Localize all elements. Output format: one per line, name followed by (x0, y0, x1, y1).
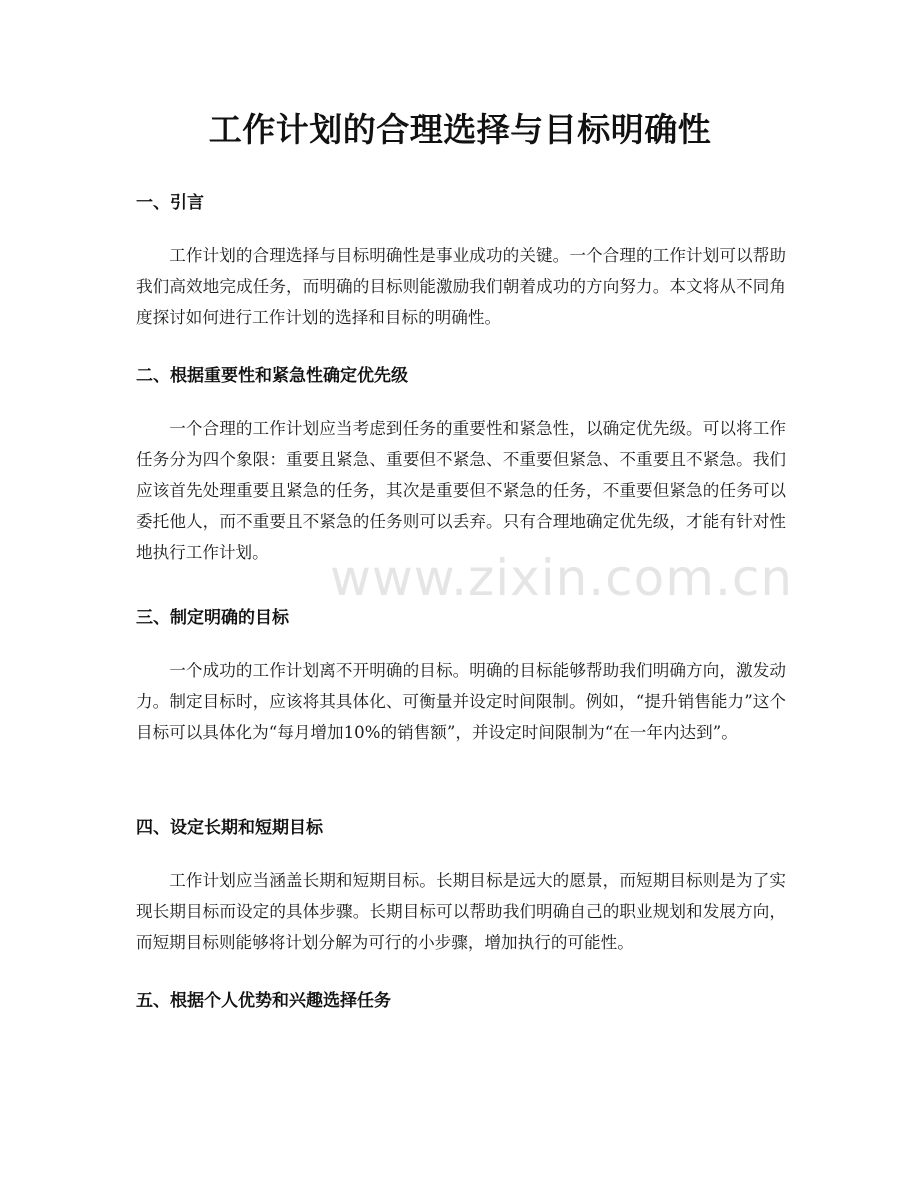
section-heading: 二、根据重要性和紧急性确定优先级 (136, 366, 408, 386)
section-paragraph: 工作计划应当涵盖长期和短期目标。长期目标是远大的愿景，而短期目标则是为了实现长期目标而设定的具体步骤。长期目标可以帮助我们明确自己的职业规划和发展方向，而短期目标则能够将计划分解为可行的小步骤，增加执行的可能性。 (136, 871, 786, 952)
section-introduction (136, 190, 786, 333)
section-strengths-interests (136, 988, 786, 1014)
section-heading: 三、制定明确的目标 (136, 608, 289, 628)
section-heading: 四、设定长期和短期目标 (136, 818, 323, 838)
document-title: 工作计划的合理选择与目标明确性 (208, 110, 712, 149)
section-clear-goals (136, 605, 786, 748)
section-heading: 五、根据个人优势和兴趣选择任务 (136, 991, 391, 1011)
section-paragraph: 一个合理的工作计划应当考虑到任务的重要性和紧急性，以确定优先级。可以将工作任务分为四个象限：重要且紧急、重要但不紧急、不重要但紧急、不重要且不紧急。我们应该首先处理重要且紧急的任务，其次是重要但不紧急的任务，不重要但紧急的任务可以委托他人，而不重要且不紧急的任务则可以丢弃。只有合理地确定优先级，才能有针对性地执行工作计划。 (136, 419, 786, 562)
section-long-short-goals (136, 815, 786, 958)
section-priority (136, 363, 786, 568)
watermark-text: www.zixin.com.cn (330, 549, 794, 607)
section-paragraph: 一个成功的工作计划离不开明确的目标。明确的目标能够帮助我们明确方向，激发动力。制定目标时，应该将其具体化、可衡量并设定时间限制。例如，“提升销售能力”这个目标可以具体化为“每月增加10%的销售额”，并设定时间限制为“在一年内达到”。 (136, 661, 786, 742)
section-paragraph: 工作计划的合理选择与目标明确性是事业成功的关键。一个合理的工作计划可以帮助我们高效地完成任务，而明确的目标则能激励我们朝着成功的方向努力。本文将从不同角度探讨如何进行工作计划的选择和目标的明确性。 (136, 246, 786, 327)
section-heading: 一、引言 (136, 193, 204, 213)
